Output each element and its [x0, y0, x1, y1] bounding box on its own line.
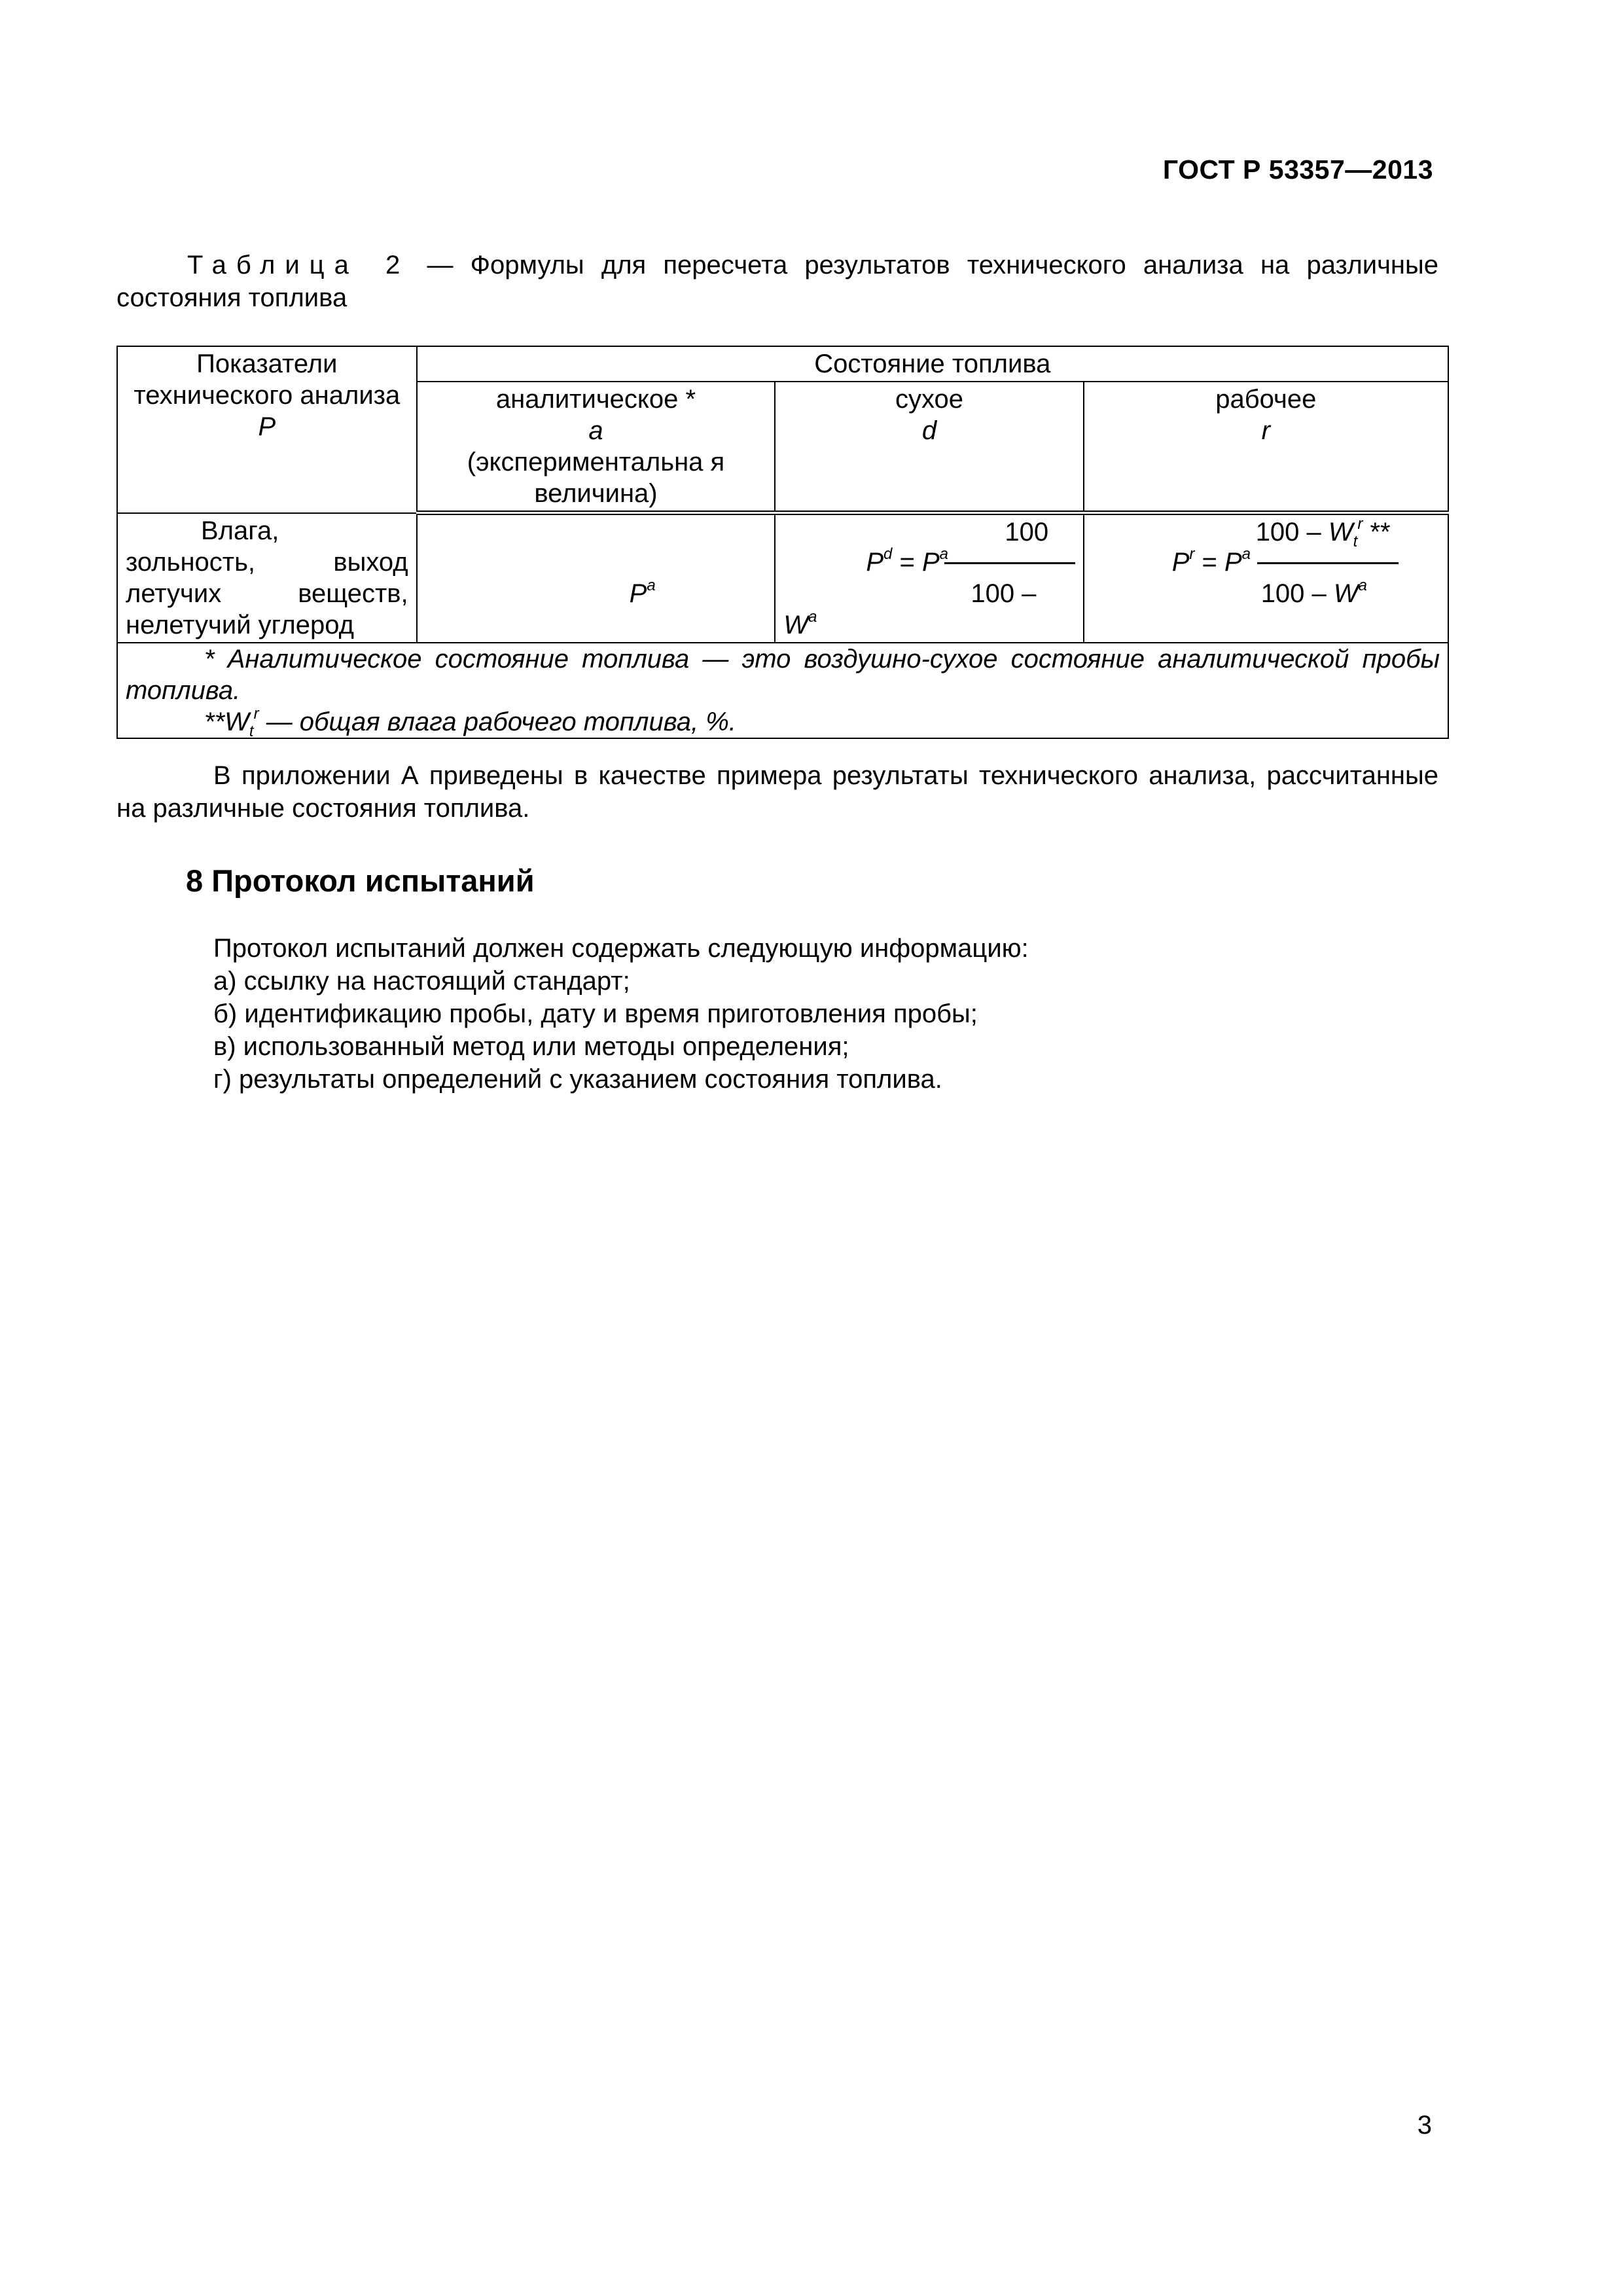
section-title: 8 Протокол испытаний	[186, 863, 535, 898]
state-analytic-symbol: a	[588, 416, 603, 445]
formula-dry-fraction-line	[944, 562, 1075, 564]
header-indicator-label: Показатели технического анализа	[134, 350, 401, 410]
formula-dry	[783, 516, 1075, 641]
row-indicators	[126, 515, 408, 641]
formula-work-cell	[1084, 513, 1448, 643]
list-item: в) использованный метод или методы определения;	[213, 1032, 849, 1061]
header-state-work	[1084, 382, 1448, 513]
state-analytic-name: аналитическое *	[495, 385, 696, 414]
state-dry-symbol: d	[921, 416, 937, 445]
header-indicator-symbol: P	[258, 412, 276, 441]
formula-dry-denominator-tail: $W^a$	[783, 607, 817, 639]
list-item: а) ссылку на настоящий стандарт;	[213, 967, 630, 996]
row-indicator-line: зольность, выход	[126, 547, 408, 577]
table-caption-text: — Формулы для пересчета результатов технического анализа на различные состояния топлива	[116, 251, 1438, 312]
table-footnotes	[117, 643, 1448, 738]
formula-work	[1092, 516, 1440, 641]
formula-work-denominator: $100 - W^a$	[1260, 576, 1368, 608]
formula-analytic	[425, 516, 767, 641]
formula-work-fraction-line	[1257, 562, 1399, 564]
row-indicator-line: нелетучий углерод	[126, 610, 354, 639]
state-work-name: рабочее	[1215, 385, 1317, 414]
header-state-dry	[775, 382, 1083, 513]
footnote-analytic-state: * Аналитическое состояние топлива — это воздушно-сухое состояние аналитической пробы топлива.	[126, 645, 1440, 705]
protocol-intro: Протокол испытаний должен содержать следующую информацию:	[213, 934, 1029, 963]
formula-dry-lhs: $P^d = P^a$	[866, 545, 949, 577]
row-indicators-cell	[117, 513, 417, 643]
row-indicator-line: Влага,	[201, 516, 279, 545]
header-state-cell	[417, 346, 1448, 382]
state-dry-name: сухое	[895, 385, 964, 414]
page-number: 3	[1417, 2111, 1432, 2140]
document-standard-number: ГОСТ Р 53357—2013	[1162, 154, 1433, 185]
header-indicator-cell	[117, 346, 417, 513]
list-item: г) результаты определений с указанием состояния топлива.	[213, 1065, 942, 1094]
formula-dry-cell	[775, 513, 1083, 643]
header-state-analytic	[417, 382, 776, 513]
formula-dry-denominator: 100 –	[971, 579, 1037, 608]
state-analytic-note: (экспериментальна я величина)	[467, 448, 725, 508]
formula-dry-numerator: 100	[1005, 518, 1049, 547]
formula-analytic-expr: $P^a$	[629, 576, 656, 608]
row-indicator-line: летучих веществ,	[126, 579, 408, 608]
formula-work-lhs: $P^r = P^a$	[1171, 545, 1251, 577]
footnote-total-moisture: $**W_t^r$ — общая влага рабочего топлива, %.	[204, 704, 736, 740]
header-state-label: Состояние топлива	[814, 350, 1051, 378]
table-caption	[116, 249, 1438, 314]
formula-work-numerator: $100 - W_t^r$ **	[1255, 514, 1391, 550]
table-caption-label: Таблица 2	[187, 251, 410, 279]
list-item: б) идентификацию пробы, дату и время приготовления пробы;	[213, 999, 978, 1028]
protocol-requirements	[213, 932, 1029, 1096]
conversion-formulas-table	[116, 346, 1449, 739]
state-work-symbol: r	[1261, 416, 1270, 445]
appendix-paragraph: В приложении А приведены в качестве примера результаты технического анализа, рассчитанные на различные состояния топлива.	[116, 761, 1438, 823]
formula-analytic-cell	[417, 513, 776, 643]
